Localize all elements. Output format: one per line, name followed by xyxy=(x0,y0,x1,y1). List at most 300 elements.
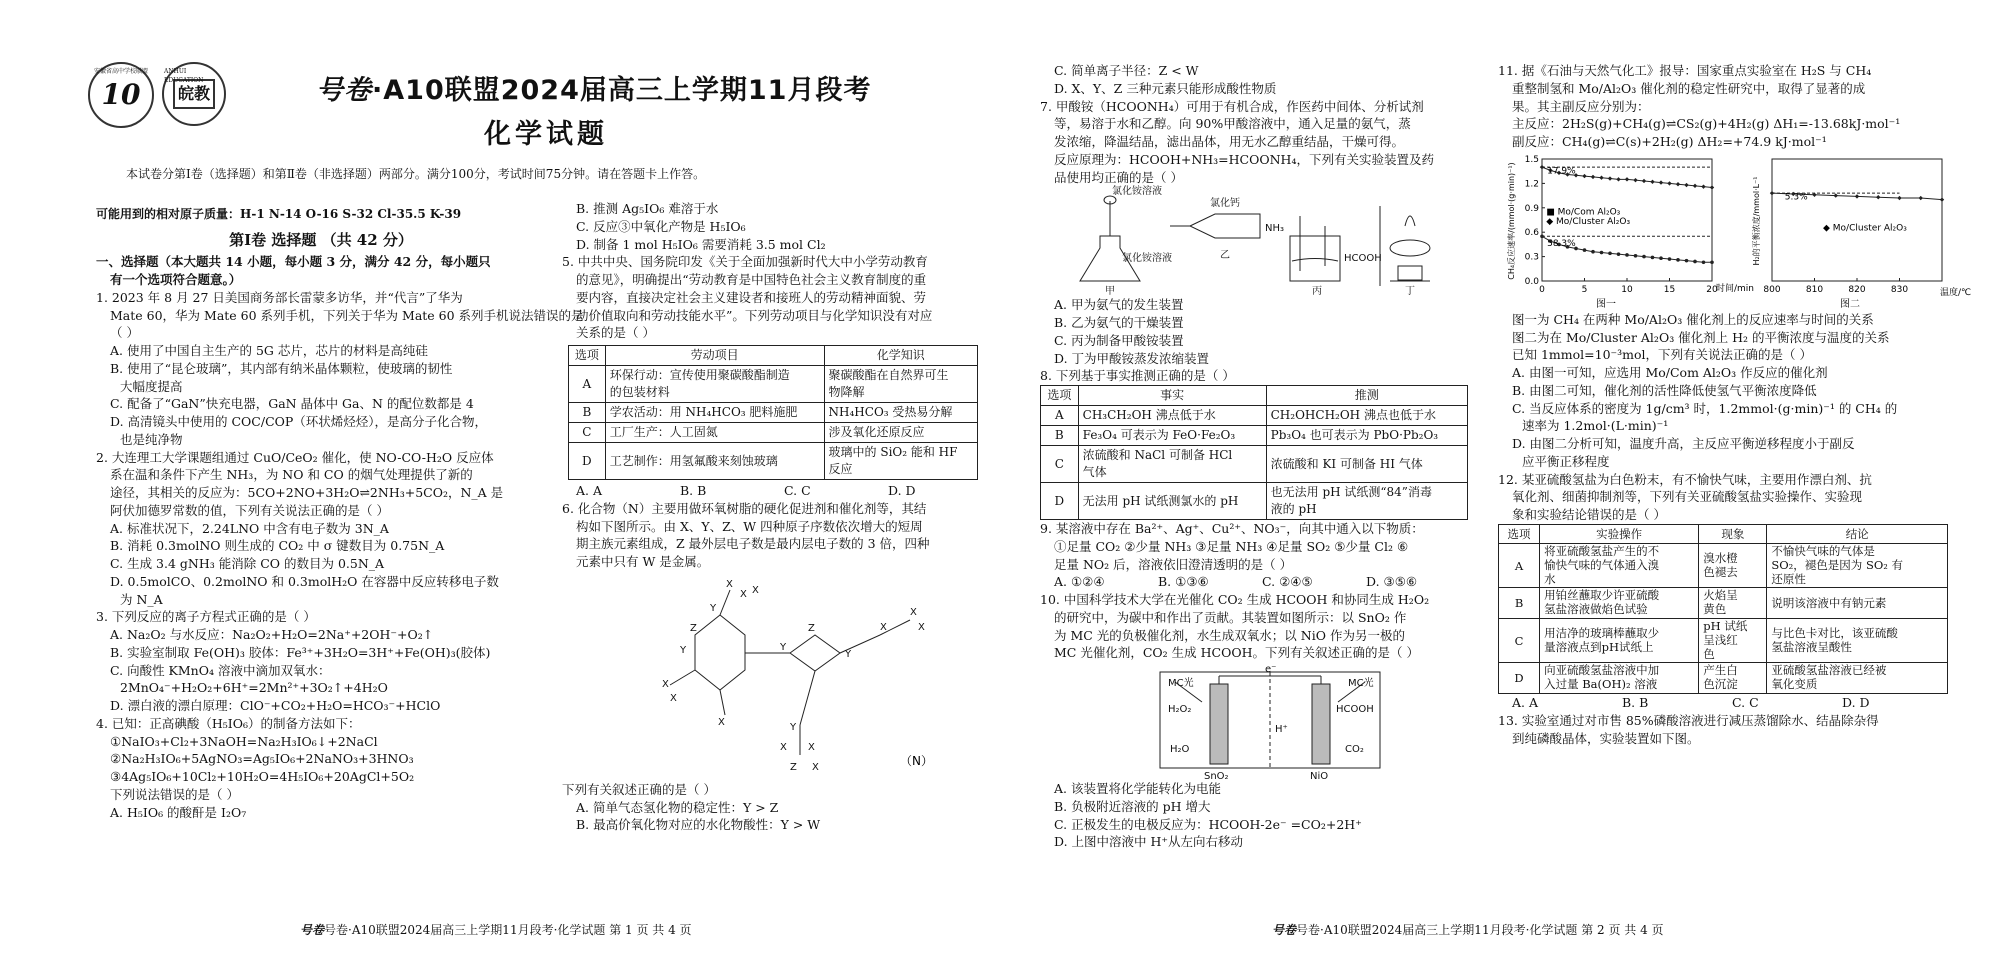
q2-option: A. 标准状况下，2.24LNO 中含有电子数为 3N_A xyxy=(110,520,389,536)
q4-stem: ②Na₂H₃IO₆+5AgNO₃=Ag₅IO₆+2NaNO₃+3HNO₃ xyxy=(110,751,414,767)
q12-table xyxy=(1498,524,1948,694)
table-header: 事实 xyxy=(1078,386,1266,406)
alliance-logo xyxy=(88,62,154,128)
q12-option: C. C xyxy=(1732,695,1759,711)
svg-text:X: X xyxy=(910,606,917,618)
alliance-logo-label: 安徽省高中学校联盟 xyxy=(93,68,148,75)
table-cell: D xyxy=(569,443,606,480)
table-header: 现象 xyxy=(1699,524,1767,543)
data-point xyxy=(1633,178,1637,182)
table-cell: C xyxy=(569,423,606,443)
q11-stem: 11. 据《石油与天然气化工》报导：国家重点实验室在 H₂S 与 CH₄ xyxy=(1498,63,1872,78)
data-point xyxy=(1634,254,1638,258)
table-header: 实验操作 xyxy=(1540,524,1699,543)
q12-options xyxy=(1498,694,1968,712)
footer-page2 xyxy=(1272,922,1664,939)
x-tick-label: 810 xyxy=(1805,284,1824,295)
q11-stem: 重整制氢和 Mo/Al₂O₃ 催化剂的稳定性研究中，取得了显著的成 xyxy=(1512,80,1866,96)
education-logo xyxy=(162,62,226,126)
table-cell: 将亚硫酸氢盐产生的不 愉快气味的气体通入溴 水 xyxy=(1540,544,1699,588)
data-point xyxy=(1919,196,1923,200)
y-tick-label: 1.5 xyxy=(1524,154,1539,165)
q5-stem: 动价值取向和劳动技能水平”。下列劳动项目与化学知识没有对应 xyxy=(576,307,933,323)
q9-stem: 足量 NO₂ 后，溶液依旧澄清透明的是（ ） xyxy=(1054,556,1293,572)
q1-stem: （ ） xyxy=(110,325,139,341)
q5-stem: 关系的是（ ） xyxy=(576,325,655,341)
device-label: SnO₂ xyxy=(1204,771,1229,783)
x-tick-label: 0 xyxy=(1539,284,1545,295)
q6-stem: 元素中只有 W 是金属。 xyxy=(576,554,710,570)
table-cell: 产生白 色沉淀 xyxy=(1699,663,1767,694)
table-row xyxy=(1041,483,1468,520)
q1-option: 也是纯净物 xyxy=(120,431,183,447)
data-point xyxy=(1702,260,1706,264)
q10-option: D. 上图中溶液中 H⁺从左向右移动 xyxy=(1054,834,1243,850)
data-point xyxy=(1608,251,1612,255)
table-cell: B xyxy=(569,403,606,423)
svg-text:X: X xyxy=(780,741,787,753)
q7-option: D. 丁为甲酸铵蒸发浓缩装置 xyxy=(1054,350,1210,366)
q7-option: C. 丙为制备甲酸铵装置 xyxy=(1054,332,1184,348)
q13-stem: 13. 实验室通过对市售 85%磷酸溶液进行减压蒸馏除水、结晶除杂得 xyxy=(1498,712,1879,728)
svg-text:X: X xyxy=(670,692,677,704)
table-row xyxy=(569,403,978,423)
q10-option: C. 正极发生的电极反应为：HCOOH-2e⁻ =CO₂+2H⁺ xyxy=(1054,816,1362,832)
chart-title: 图二 xyxy=(1840,298,1860,310)
svg-text:X: X xyxy=(662,678,669,690)
q4-option: A. H₅IO₆ 的酸酐是 I₂O₇ xyxy=(110,804,247,820)
table-cell: 溴水橙 色褪去 xyxy=(1699,544,1767,588)
chart-figure-2 xyxy=(1750,151,1972,311)
table-cell: NH₄HCO₃ 受热易分解 xyxy=(824,403,977,423)
q11-option: C. 当反应体系的密度为 1g/cm³ 时，1.2mmol·(g·min)⁻¹ 的 CH₄ 的 xyxy=(1512,400,1898,416)
q6-stem: 6. 化合物（N）主要用做环氧树脂的硬化促进剂和催化剂等，其结 xyxy=(562,500,927,516)
y-tick-label: 0.0 xyxy=(1524,276,1539,287)
q2-stem: 2. 大连理工大学课题组通过 CuO/CeO₂ 催化，使 NO-CO-H₂O 反应体 xyxy=(96,449,494,465)
page1-col2 xyxy=(562,200,992,834)
legend-entry: ◆ Mo/Cluster Al₂O₃ xyxy=(1823,223,1907,234)
table-cell: 说明该溶液中有钠元素 xyxy=(1767,588,1948,619)
q6-option: A. 简单气态氢化物的稳定性：Y > Z xyxy=(576,799,779,815)
x-axis-label: 时间/min xyxy=(1716,283,1755,294)
plot-frame xyxy=(1772,159,1942,281)
exam-instructions: 本试卷分第Ⅰ卷（选择题）和第Ⅱ卷（非选择题）两部分。满分100分，考试时间75分钟。请在答题卡上作答。 xyxy=(126,167,706,181)
table-cell: 涉及氧化还原反应 xyxy=(824,423,977,443)
table-row xyxy=(1499,544,1948,588)
table-row xyxy=(569,443,978,480)
x-tick-label: 800 xyxy=(1763,284,1781,295)
q11-stem: 主反应：2H₂S(g)+CH₄(g)⇌CS₂(g)+4H₂(g) ΔH₁=-13.68kJ·mol⁻¹ xyxy=(1512,116,1901,132)
table-cell: 聚碳酸酯在自然界可生 物降解 xyxy=(824,366,977,403)
q1-option: D. 高清镜头中使用的 COC/COP（环状烯烃烃），是高分子化合物， xyxy=(110,414,488,430)
q11-stem: 果。其主副反应分别为： xyxy=(1512,98,1650,114)
q9-option: A. ①②④ xyxy=(1054,574,1105,590)
page2-col2 xyxy=(1498,62,1972,747)
atomic-masses: 可能用到的相对原子质量：H-1 N-14 O-16 S-32 Cl-35.5 K-39 xyxy=(96,207,462,221)
x-tick-label: 830 xyxy=(1890,284,1909,295)
footer-text: 号卷·A10联盟2024届高三上学期11月段考·化学试题 第 1 页 共 4 页 xyxy=(324,923,692,937)
x-tick-label: 5 xyxy=(1581,284,1588,295)
q7-stem: 反应原理为：HCOOH+NH₃=HCOONH₄，下列有关实验装置及药 xyxy=(1054,151,1434,167)
chart-title: 图一 xyxy=(1596,298,1616,310)
table-cell: 火焰呈 黄色 xyxy=(1699,588,1767,619)
data-point xyxy=(1642,179,1646,183)
data-point xyxy=(1591,250,1595,254)
data-point xyxy=(1650,179,1654,183)
table-cell: pH 试纸 呈浅红 色 xyxy=(1699,619,1767,663)
q2-option: D. 0.5molCO、0.2molNO 和 0.3molH₂O 在容器中反应转移电子数 xyxy=(110,573,499,589)
svg-text:X: X xyxy=(880,621,887,633)
apparatus-label: HCOOH xyxy=(1344,253,1382,265)
svg-text:Y: Y xyxy=(845,648,852,660)
q12-stem: 12. 某亚硫酸氢盐为白色粉末，有不愉快气味，主要用作漂白剂、抗 xyxy=(1498,471,1872,487)
q10-stem: 为 MC 光的负极催化剂，水生成双氧水；以 NiO 作为另一极的 xyxy=(1054,627,1405,643)
x-tick-label: 15 xyxy=(1663,284,1676,295)
y-axis-label: CH₄反应速率/(mmol·(g·min)⁻¹) xyxy=(1507,162,1516,280)
q11-stem: 副反应：CH₄(g)⇌C(s)+2H₂(g) ΔH₂=+74.9 kJ·mol⁻¹ xyxy=(1512,134,1827,149)
alliance-logo-text: 10 xyxy=(101,78,141,112)
device-label: e⁻ xyxy=(1265,664,1277,676)
q7-option: A. 甲为氨气的发生装置 xyxy=(1054,297,1184,313)
q8-table xyxy=(1040,385,1468,520)
q5-option: B. B xyxy=(680,483,707,499)
q9-option: B. ①③⑥ xyxy=(1158,574,1209,590)
exam-title-text: ·A10联盟2024届高三上学期11月段考 xyxy=(372,75,872,106)
table-row xyxy=(569,423,978,443)
table-row xyxy=(1499,588,1948,619)
q5-option: A. A xyxy=(576,483,603,499)
q7-stem: 等，易溶于水和乙醇。向 90%甲酸溶液中，通入足量的氨气，蒸 xyxy=(1054,116,1411,132)
q8-stem: 8. 下列基于事实推测正确的是（ ） xyxy=(1040,368,1235,384)
q1-option: C. 配备了“GaN”快充电器，GaN 晶体中 Ga、N 的配位数都是 4 xyxy=(110,396,474,412)
apparatus-label: 氯化铵溶液 xyxy=(1122,253,1172,265)
table-cell: D xyxy=(1041,483,1079,520)
molecule-structure-image xyxy=(640,575,970,785)
q2-option: B. 消耗 0.3molNO 则生成的 CO₂ 中 σ 键数目为 0.75N_A xyxy=(110,538,445,554)
q11-option: 应平衡正移程度 xyxy=(1522,453,1610,469)
apparatus-label: 丁 xyxy=(1405,286,1415,298)
chart-figure-1 xyxy=(1506,151,1755,311)
table-cell: 工厂生产：人工固氮 xyxy=(605,423,824,443)
device-label: MC光 xyxy=(1348,678,1374,690)
table-cell: A xyxy=(1041,406,1079,426)
section-title: 第Ⅰ卷 选择题 （共 42 分） xyxy=(229,231,413,249)
x-tick-label: 10 xyxy=(1621,284,1633,295)
table-cell: 亚硫酸氢盐溶液已经被 氧化变质 xyxy=(1767,663,1948,694)
photocatalysis-diagram xyxy=(1140,662,1400,783)
q4-option: C. 反应③中氧化产物是 H₅IO₆ xyxy=(576,218,746,234)
q3-stem: 3. 下列反应的离子方程式正确的是（ ） xyxy=(96,609,316,625)
data-point xyxy=(1659,256,1663,260)
q4-stem: 4. 已知：正高碘酸（H₅IO₆）的制备方法如下： xyxy=(96,715,361,731)
table-header: 化学知识 xyxy=(824,346,977,366)
brand-mark: 号卷 xyxy=(1272,923,1297,937)
table-cell: 学农活动：用 NH₄HCO₃ 肥料施肥 xyxy=(605,403,824,423)
device-label: H₂O xyxy=(1170,744,1190,756)
q2-option: C. 生成 3.4 gNH₃ 能消除 CO 的数目为 0.5N_A xyxy=(110,556,385,572)
y-tick-label: 0.6 xyxy=(1524,227,1539,238)
q1-option: B. 使用了“昆仑玻璃”，其内部有纳米晶体颗粒，使玻璃的韧性 xyxy=(110,360,453,376)
q9-option: C. ②④⑤ xyxy=(1262,574,1313,590)
apparatus-label: 氯化钙 xyxy=(1210,198,1240,210)
q6-option: D. X、Y、Z 三种元素只能形成酸性物质 xyxy=(1054,80,1277,96)
data-point xyxy=(1685,259,1689,263)
x-tick-label: 820 xyxy=(1848,284,1866,295)
q7-stem: 品使用均正确的是（ ） xyxy=(1054,169,1183,185)
q12-stem: 象和实验结论错误的是（ ） xyxy=(1512,507,1666,522)
data-point xyxy=(1582,174,1586,178)
table-cell: A xyxy=(1499,544,1540,588)
q10-option: B. 负极附近溶液的 pH 增大 xyxy=(1054,798,1211,814)
data-point xyxy=(1834,193,1838,197)
data-point xyxy=(1676,182,1680,186)
q9-stem: 9. 某溶液中存在 Ba²⁺、Ag⁺、Cu²⁺、NO₃⁻，向其中通入以下物质： xyxy=(1040,521,1424,537)
education-logo-text: 皖教 xyxy=(173,79,215,110)
annotation: 58.3% xyxy=(1547,238,1576,249)
table-header: 结论 xyxy=(1767,524,1948,543)
data-point xyxy=(1599,175,1603,179)
q9-option: D. ③⑤⑥ xyxy=(1366,574,1418,590)
table-cell: 玻璃中的 SiO₂ 能和 HF 反应 xyxy=(824,443,977,480)
page2-col1 xyxy=(1040,62,1480,851)
data-point xyxy=(1855,194,1859,198)
subject-title: 化学试题 xyxy=(484,119,608,150)
svg-text:X: X xyxy=(918,621,925,633)
data-point xyxy=(1659,180,1663,184)
table-cell: 环保行动：宣传使用聚碳酸酯制造 的包装材料 xyxy=(605,366,824,403)
q2-option: 为 N_A xyxy=(120,591,163,607)
q7-stem: 发浓缩，降温结晶，滤出晶体，用无水乙醇重结晶，干燥可得。 xyxy=(1054,134,1405,149)
annotation: 5.3% xyxy=(1784,192,1808,203)
q3-option: C. 向酸性 KMnO₄ 溶液中滴加双氧水： xyxy=(110,662,331,678)
table-header: 推测 xyxy=(1266,386,1467,406)
q11-option: 速率为 1.2mol·(L·min)⁻¹ xyxy=(1522,418,1669,434)
exam-title xyxy=(316,72,871,110)
table-cell: CH₂OHCH₂OH 沸点也低于水 xyxy=(1266,406,1467,426)
y-tick-label: 0.9 xyxy=(1524,203,1539,214)
data-point xyxy=(1600,250,1604,254)
q11-option: A. 由图一可知，应选用 Mo/Com Al₂O₃ 作反应的催化剂 xyxy=(1512,365,1828,380)
data-point xyxy=(1668,257,1672,261)
section-intro: 有一个选项符合题意。） xyxy=(110,272,242,288)
data-point xyxy=(1710,260,1714,264)
q6-stem: 构如下图所示。由 X、Y、Z、W 四种原子序数依次增大的短周 xyxy=(576,518,923,534)
data-point xyxy=(1693,259,1697,263)
q5-option: D. D xyxy=(888,483,916,499)
data-point xyxy=(1591,174,1595,178)
svg-text:X: X xyxy=(752,584,759,596)
q2-stem: 途径，其相关的反应为：5CO+2NO+3H₂O⇌2NH₃+5CO₂，N_A 是 xyxy=(110,485,504,501)
table-cell: Pb₃O₄ 也可表示为 PbO·Pb₂O₃ xyxy=(1266,426,1467,446)
q2-stem: 系在温和条件下产生 NH₃，为 NO 和 CO 的烟气处理提供了新的 xyxy=(110,467,473,483)
apparatus-label: 丙 xyxy=(1312,286,1322,298)
table-header: 选项 xyxy=(1041,386,1079,406)
svg-text:Z: Z xyxy=(790,761,797,773)
table-row xyxy=(1499,619,1948,663)
q6-stem: 期主族元素组成，Z 最外层电子数是最内层电子数的 3 倍，四种 xyxy=(576,536,930,552)
page1-col1 xyxy=(96,228,584,821)
table-cell: A xyxy=(569,366,606,403)
data-point xyxy=(1642,255,1646,259)
q12-option: A. A xyxy=(1512,695,1539,711)
y-axis-label: H₂的平衡浓度/mmol·L⁻¹ xyxy=(1752,176,1761,266)
table-cell: 用洁净的玻璃棒蘸取少 量溶液点到pH试纸上 xyxy=(1540,619,1699,663)
footer-page1 xyxy=(300,922,692,939)
table-header: 选项 xyxy=(1499,524,1540,543)
q6-question: 下列有关叙述正确的是（ ） xyxy=(562,781,716,797)
data-point xyxy=(1583,248,1587,252)
molecule-label: （N） xyxy=(900,753,933,768)
q1-stem: Mate 60，华为 Mate 60 系列手机，下列关于华为 Mate 60 系列手机说法错误的是 xyxy=(110,307,584,323)
q10-device xyxy=(1040,662,1480,783)
table-row xyxy=(1041,426,1468,446)
q7-stem: 7. 甲酸铵（HCOONH₄）可用于有机合成，作医药中间体、分析试剂 xyxy=(1040,98,1424,114)
x-tick-label: 20 xyxy=(1706,284,1718,295)
q5-stem: 的意见》，明确提出“劳动教育是中国特色社会主义教育制度的重 xyxy=(576,272,927,287)
molecule-structure xyxy=(562,571,992,781)
q6-option: C. 简单离子半径：Z < W xyxy=(1054,63,1199,78)
legend-entry: ■ Mo/Com Al₂O₃ xyxy=(1546,207,1621,218)
table-cell: 也无法用 pH 试纸测“84”消毒 液的 pH xyxy=(1266,483,1467,520)
y-tick-label: 1.2 xyxy=(1524,179,1539,190)
q12-option: B. B xyxy=(1622,695,1649,711)
svg-text:X: X xyxy=(808,741,815,753)
device-label: H⁺ xyxy=(1275,724,1288,736)
q7-apparatus xyxy=(1040,186,1480,296)
q9-options xyxy=(1040,573,1480,591)
svg-text:Z: Z xyxy=(808,622,815,634)
table-row xyxy=(1041,446,1468,483)
q12-stem: 氧化剂、细菌抑制剂等，下列有关亚硫酸氢盐实验操作、实验现 xyxy=(1512,489,1863,505)
q11-option: B. 由图二可知，催化剂的活性降低使氢气平衡浓度降低 xyxy=(1512,382,1817,398)
data-point xyxy=(1667,181,1671,185)
data-point xyxy=(1625,253,1629,257)
x-axis-label: 温度/℃ xyxy=(1940,287,1972,298)
q10-stem: 的研究中，为碳中和作出了贡献。其装置如图所示：以 SnO₂ 作 xyxy=(1054,609,1407,625)
education-logo-label: ANHUI EDUCATION xyxy=(164,68,204,84)
data-point xyxy=(1693,183,1697,187)
q11-charts xyxy=(1498,151,1972,311)
table-cell: 浓硫酸和 KI 可制备 HI 气体 xyxy=(1266,446,1467,483)
q3-option: 2MnO₄⁻+H₂O₂+6H⁺=2Mn²⁺+3O₂↑+4H₂O xyxy=(120,680,388,696)
data-point xyxy=(1625,177,1629,181)
svg-text:Z: Z xyxy=(690,622,697,634)
q11-option: D. 由图二分析可知，温度升高，主反应平衡逆移程度小于副反 xyxy=(1512,436,1855,451)
svg-text:X: X xyxy=(726,578,733,590)
apparatus-label: 氯化铵溶液 xyxy=(1112,186,1162,198)
table-cell: B xyxy=(1499,588,1540,619)
q13-stem: 到纯磷酸晶体，实验装置如下图。 xyxy=(1512,730,1700,746)
section-intro: 一、选择题（本大题共 14 小题，每小题 3 分，满分 42 分，每小题只 xyxy=(96,254,491,270)
q5-stem: 要内容，直接决定社会主义建设者和接班人的劳动精神面貌、劳 xyxy=(576,289,927,305)
q5-table xyxy=(568,345,978,480)
device-label: CO₂ xyxy=(1345,744,1364,756)
data-point xyxy=(1616,177,1620,181)
table-row xyxy=(1499,663,1948,694)
q7-option: B. 乙为氨气的干燥装置 xyxy=(1054,315,1184,330)
table-cell: 不愉快气味的气体是 SO₂，褪色是因为 SO₂ 有 还原性 xyxy=(1767,544,1948,588)
q4-stem: ①NaIO₃+Cl₂+3NaOH=Na₂H₃IO₆↓+2NaCl xyxy=(110,733,378,749)
y-tick-label: 0.3 xyxy=(1524,252,1539,263)
data-point xyxy=(1940,197,1944,201)
q10-stem: 10. 中国科学技术大学在光催化 CO₂ 生成 HCOOH 和协同生成 H₂O₂ xyxy=(1040,592,1430,608)
table-cell: 工艺制作：用氢氟酸来刻蚀玻璃 xyxy=(605,443,824,480)
q4-option: B. 推测 Ag₅IO₆ 难溶于水 xyxy=(576,201,719,216)
svg-text:X: X xyxy=(740,588,747,600)
q5-options xyxy=(562,482,992,500)
q9-stem: ①足量 CO₂ ②少量 NH₃ ③足量 NH₃ ④足量 SO₂ ⑤少量 Cl₂ ⑥ xyxy=(1054,538,1409,554)
svg-text:X: X xyxy=(812,761,819,773)
q10-option: A. 该装置将化学能转化为电能 xyxy=(1054,781,1221,797)
svg-text:X: X xyxy=(718,716,725,728)
table-cell: 与比色卡对比，该亚硫酸 氢盐溶液呈酸性 xyxy=(1767,619,1948,663)
q11-text: 图二为在 Mo/Cluster Al₂O₃ 催化剂上 H₂ 的平衡浓度与温度的关系 xyxy=(1512,329,1890,345)
q1-option: 大幅度提高 xyxy=(120,378,183,394)
data-point xyxy=(1651,255,1655,259)
q3-option: A. Na₂O₂ 与水反应：Na₂O₂+H₂O=2Na⁺+2OH⁻+O₂↑ xyxy=(110,627,434,643)
q5-option: C. C xyxy=(784,483,811,499)
q3-option: B. 实验室制取 Fe(OH)₃ 胶体：Fe³⁺+3H₂O=3H⁺+Fe(OH)₃(胶体) xyxy=(110,644,491,660)
q4-option: D. 制备 1 mol H₅IO₆ 需要消耗 3.5 mol Cl₂ xyxy=(576,236,826,252)
data-point xyxy=(1897,196,1901,200)
apparatus-label: 乙 xyxy=(1220,250,1230,262)
q1-stem: 1. 2023 年 8 月 27 日美国商务部长雷蒙多访华，并“代言”了华为 xyxy=(96,289,463,305)
apparatus-diagram xyxy=(1060,186,1480,296)
q10-stem: MC 光催化剂，CO₂ 生成 HCOOH。下列有关叙述正确的是（ ） xyxy=(1054,645,1419,661)
table-row xyxy=(1041,406,1468,426)
apparatus-label: NH₃ xyxy=(1265,223,1285,235)
data-point xyxy=(1684,183,1688,187)
q12-option: D. D xyxy=(1842,695,1870,711)
apparatus-label: 甲 xyxy=(1105,286,1115,298)
q3-option: D. 漂白液的漂白原理：ClO⁻+CO₂+H₂O=HCO₃⁻+HClO xyxy=(110,698,441,714)
q4-stem: 下列说法错误的是（ ） xyxy=(110,786,239,802)
table-cell: C xyxy=(1499,619,1540,663)
q5-stem: 5. 中共中央、国务院印发《关于全面加强新时代大中小学劳动教育 xyxy=(562,254,928,270)
data-point xyxy=(1701,184,1705,188)
data-point xyxy=(1676,258,1680,262)
svg-text:Y: Y xyxy=(710,602,717,614)
q4-stem: ③4Ag₅IO₆+10Cl₂+10H₂O=4H₅IO₆+20AgCl+5O₂ xyxy=(110,769,415,785)
svg-text:Y: Y xyxy=(780,641,787,653)
table-cell: 无法用 pH 试纸测氯水的 pH xyxy=(1078,483,1266,520)
table-cell: 浓硫酸和 NaCl 可制备 HCl 气体 xyxy=(1078,446,1266,483)
q2-stem: 阿伏加德罗常数的值，下列有关说法正确的是（ ） xyxy=(110,502,389,518)
table-cell: CH₃CH₂OH 沸点低于水 xyxy=(1078,406,1266,426)
brand-mark: 号卷 xyxy=(316,75,372,106)
device-label: H₂O₂ xyxy=(1168,704,1192,716)
data-point xyxy=(1608,176,1612,180)
device-label: NiO xyxy=(1310,771,1329,783)
data-point xyxy=(1876,195,1880,199)
table-row xyxy=(569,366,978,403)
q11-text: 已知 1mmol=10⁻³mol，下列有关说法正确的是（ ） xyxy=(1512,347,1812,363)
table-cell: D xyxy=(1499,663,1540,694)
brand-mark: 号卷 xyxy=(300,923,325,937)
device-label: MC光 xyxy=(1168,678,1194,690)
table-header: 劳动项目 xyxy=(605,346,824,366)
svg-text:Y: Y xyxy=(790,721,797,733)
q6-option: B. 最高价氧化物对应的水化物酸性：Y > W xyxy=(576,817,821,833)
table-cell: 用铂丝蘸取少许亚硫酸 氢盐溶液做焰色试验 xyxy=(1540,588,1699,619)
data-point xyxy=(1710,185,1714,189)
table-header: 选项 xyxy=(569,346,606,366)
table-cell: B xyxy=(1041,426,1079,446)
q1-option: A. 使用了中国自主生产的 5G 芯片，芯片的材料是高纯硅 xyxy=(110,343,428,359)
table-cell: Fe₃O₄ 可表示为 FeO·Fe₂O₃ xyxy=(1078,426,1266,446)
page-2 xyxy=(1002,0,2004,964)
footer-text: 号卷·A10联盟2024届高三上学期11月段考·化学试题 第 2 页 共 4 页 xyxy=(1296,923,1664,937)
